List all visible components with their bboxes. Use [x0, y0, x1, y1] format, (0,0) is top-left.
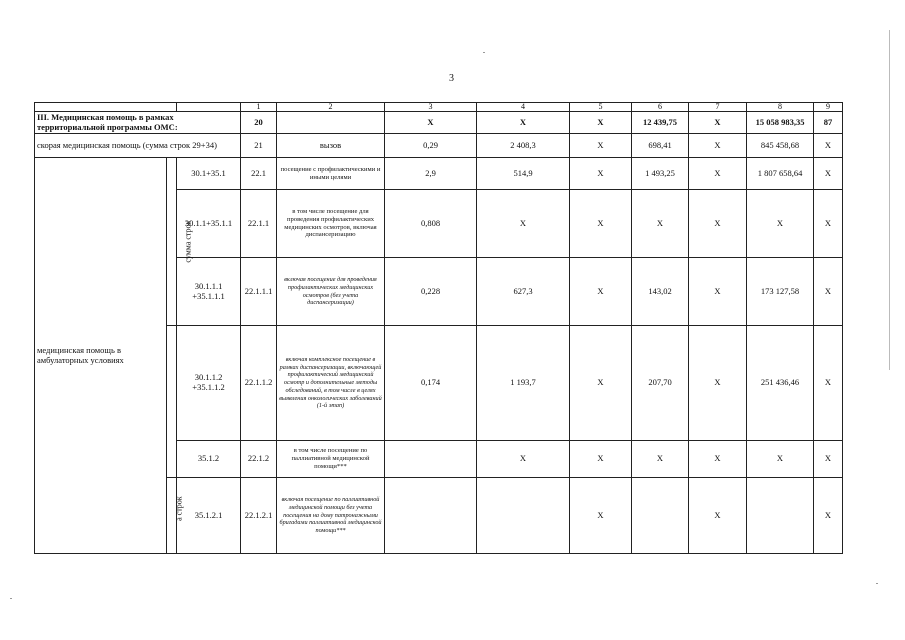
ambulance-c3: 0,29 — [385, 134, 477, 158]
row-c6: 1 493,25 — [632, 158, 689, 190]
row-c6: 143,02 — [632, 258, 689, 326]
row-c4: 627,3 — [477, 258, 570, 326]
row-c5: X — [570, 478, 632, 554]
header-col-4: 4 — [477, 103, 570, 112]
row-c7: X — [689, 190, 747, 258]
row-c9: X — [814, 258, 843, 326]
row-c7: X — [689, 326, 747, 441]
row-c3: 2,9 — [385, 158, 477, 190]
section-c5: X — [570, 112, 632, 134]
row-c6: X — [632, 441, 689, 478]
row-ref: 35.1.2.1 — [177, 478, 241, 554]
header-col-2: 2 — [277, 103, 385, 112]
row-c3: 0,174 — [385, 326, 477, 441]
header-col-9: 9 — [814, 103, 843, 112]
header-col-7: 7 — [689, 103, 747, 112]
header-number-row — [35, 103, 843, 112]
row-c3: 0,228 — [385, 258, 477, 326]
row-number: 22.1.1.2 — [241, 326, 277, 441]
row-c5: X — [570, 326, 632, 441]
ambulance-unit: вызов — [277, 134, 385, 158]
row-c3 — [385, 441, 477, 478]
row-c9: X — [814, 190, 843, 258]
section-row-number: 20 — [241, 112, 277, 134]
row-c4: X — [477, 190, 570, 258]
row-c6 — [632, 478, 689, 554]
ambulance-c9: X — [814, 134, 843, 158]
tariff-table — [34, 102, 843, 554]
row-number: 22.1.1.1 — [241, 258, 277, 326]
section-c3: X — [385, 112, 477, 134]
row-c8 — [747, 478, 814, 554]
sum-label-group-2 — [167, 326, 177, 478]
row-unit: включая посещение для проведения профилактических медицинских осмотров (без учета диспансеризации) — [277, 258, 385, 326]
row-ref: 30.1.1+35.1.1 — [177, 190, 241, 258]
table-row — [35, 158, 843, 190]
row-c4 — [477, 478, 570, 554]
row-c3: 0,808 — [385, 190, 477, 258]
row-number: 22.1.1 — [241, 190, 277, 258]
header-col-8: 8 — [747, 103, 814, 112]
outpatient-title: медицинская помощь в амбулаторных условиях — [35, 158, 167, 554]
row-unit: посещение с профилактическими и иными целями — [277, 158, 385, 190]
row-c8: 173 127,58 — [747, 258, 814, 326]
section-c6: 12 439,75 — [632, 112, 689, 134]
row-c5: X — [570, 441, 632, 478]
row-ref: 30.1+35.1 — [177, 158, 241, 190]
sum-label-group-3: а строк — [167, 478, 177, 554]
ambulance-c8: 845 458,68 — [747, 134, 814, 158]
scan-dot — [10, 598, 12, 599]
row-c3 — [385, 478, 477, 554]
row-c5: X — [570, 258, 632, 326]
row-c7: X — [689, 158, 747, 190]
row-c9: X — [814, 441, 843, 478]
row-c8: 251 436,46 — [747, 326, 814, 441]
row-number: 22.1.2.1 — [241, 478, 277, 554]
row-number: 22.1.2 — [241, 441, 277, 478]
row-c7: X — [689, 441, 747, 478]
ambulance-row-number: 21 — [241, 134, 277, 158]
row-c6: X — [632, 190, 689, 258]
section-c9: 87 — [814, 112, 843, 134]
ambulance-c5: X — [570, 134, 632, 158]
row-c9: X — [814, 326, 843, 441]
row-c5: X — [570, 190, 632, 258]
section-c7: X — [689, 112, 747, 134]
section-c4: X — [477, 112, 570, 134]
section-title: III. Медицинская помощь в рамках территориальной программы ОМС: — [35, 112, 241, 134]
ambulance-title: скорая медицинская помощь (сумма строк 29+34) — [35, 134, 241, 158]
row-c4: X — [477, 441, 570, 478]
row-c9: X — [814, 478, 843, 554]
ambulance-c4: 2 408,3 — [477, 134, 570, 158]
row-unit: в том числе посещение для проведения профилактических медицинских осмотров, включая диспансеризацию — [277, 190, 385, 258]
row-ref: 30.1.1.1 +35.1.1.1 — [177, 258, 241, 326]
section-c8: 15 058 983,35 — [747, 112, 814, 134]
row-c9: X — [814, 158, 843, 190]
row-c8: 1 807 658,64 — [747, 158, 814, 190]
row-ref: 30.1.1.2 +35.1.1.2 — [177, 326, 241, 441]
ambulance-row — [35, 134, 843, 158]
ambulance-c7: X — [689, 134, 747, 158]
row-c6: 207,70 — [632, 326, 689, 441]
scan-edge-line — [889, 30, 890, 370]
header-col-1: 1 — [241, 103, 277, 112]
row-c7: X — [689, 258, 747, 326]
scan-dot — [876, 583, 878, 584]
row-number: 22.1 — [241, 158, 277, 190]
header-col-6: 6 — [632, 103, 689, 112]
row-ref: 35.1.2 — [177, 441, 241, 478]
ambulance-c6: 698,41 — [632, 134, 689, 158]
header-col-5: 5 — [570, 103, 632, 112]
row-c5: X — [570, 158, 632, 190]
row-unit: включая посещение по паллиативной медицинской помощи без учета посещения на дому патронажными бригадами паллиативной медицинской помощи*** — [277, 478, 385, 554]
row-c7: X — [689, 478, 747, 554]
row-unit: в том числе посещение по паллиативной медицинской помощи*** — [277, 441, 385, 478]
scan-dot — [483, 52, 485, 53]
section-row — [35, 112, 843, 134]
row-unit: включая комплексное посещение в рамках диспансеризации, включающей профилактический медицинский осмотр и дополнительные методы обследований, в том числе в целях выявления онкологических заболеваний (1-й этап) — [277, 326, 385, 441]
row-c4: 514,9 — [477, 158, 570, 190]
header-col-3: 3 — [385, 103, 477, 112]
row-c8: X — [747, 190, 814, 258]
page-number: 3 — [449, 73, 454, 84]
row-c4: 1 193,7 — [477, 326, 570, 441]
sum-label-group-1: сумма строк — [167, 158, 177, 326]
row-c8: X — [747, 441, 814, 478]
